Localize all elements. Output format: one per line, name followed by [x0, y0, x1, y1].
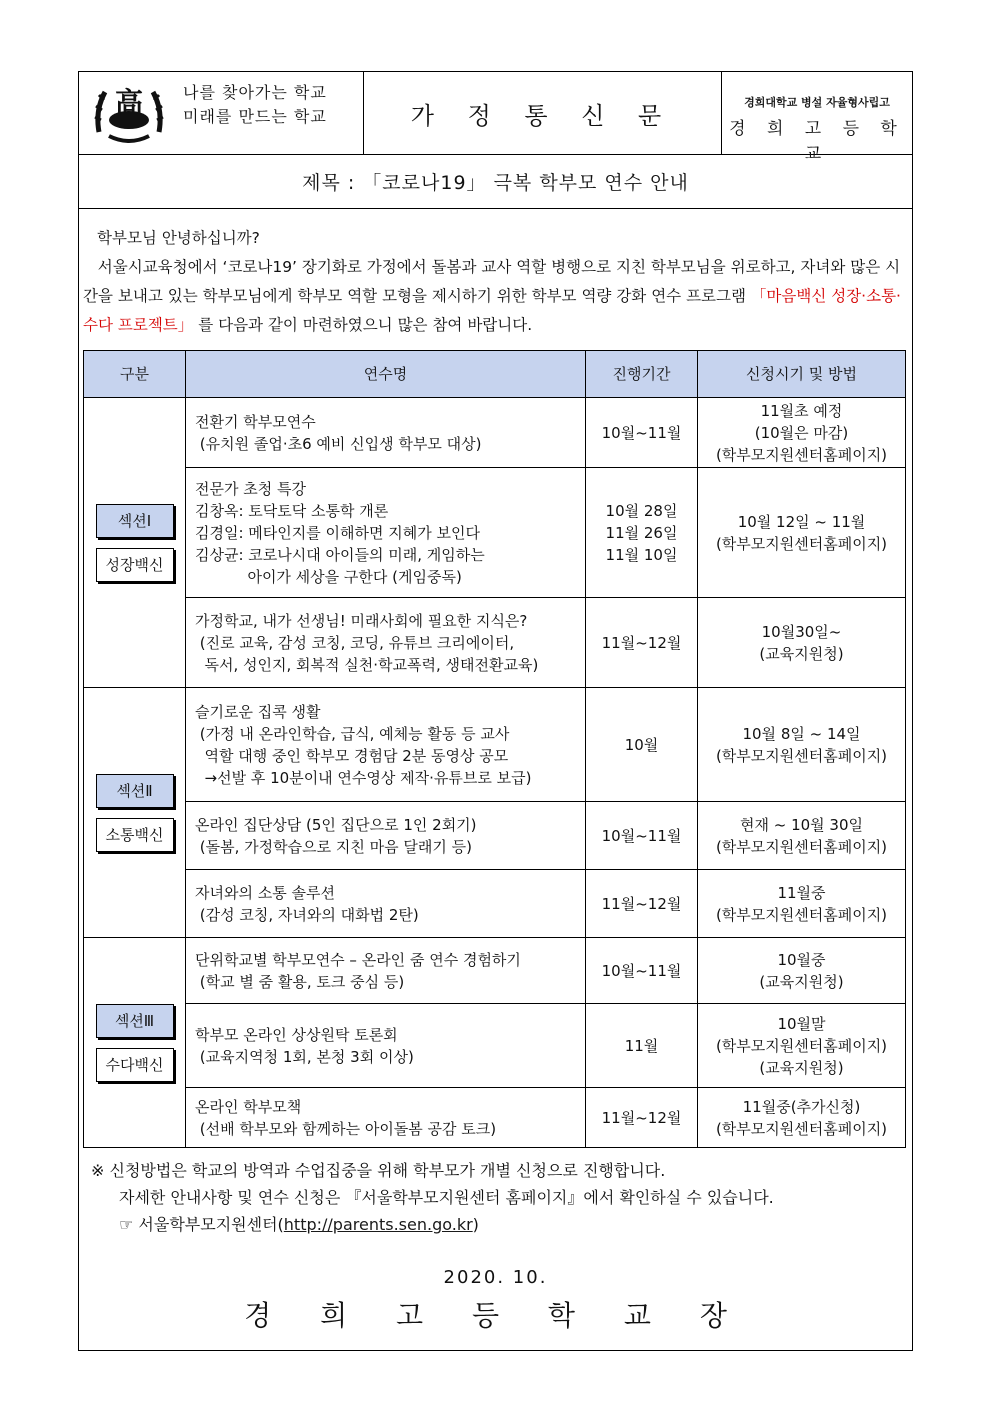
program-name-line: 독서, 성인지, 회복적 실천·학교폭력, 생태전환교육): [195, 655, 539, 674]
program-apply-line: 11월중(추가신청): [742, 1097, 861, 1116]
issue-date: 2020. 10.: [443, 1267, 548, 1288]
program-period: [586, 870, 698, 938]
motto-line-1: 나를 찾아가는 학교: [183, 83, 327, 102]
section-cell: [84, 688, 186, 938]
program-apply: [698, 598, 906, 688]
program-apply-line: 10월말: [777, 1014, 826, 1033]
program-apply: [698, 688, 906, 802]
program-name-line: (유치원 졸업·초6 예비 신입생 학부모 대상): [195, 434, 482, 453]
svg-text:高: 高: [114, 86, 144, 119]
program-apply-line: (학부모지원센터홈페이지): [715, 445, 888, 464]
program-name-line: (돌봄, 가정학습으로 지친 마음 달래기 등): [195, 837, 472, 856]
vaccine-label: 소통백신: [96, 818, 174, 852]
table-row: [84, 1004, 906, 1088]
parents-center-link[interactable]: http://parents.sen.go.kr: [283, 1215, 473, 1234]
program-apply-line: (학부모지원센터홈페이지): [715, 1119, 888, 1138]
program-name-line: 김창옥: 토닥토닥 소통학 개론: [195, 501, 389, 520]
program-name-line: 전문가 초청 특강: [195, 479, 306, 498]
program-name-line: 가정학교, 내가 선생님! 미래사회에 필요한 지식은?: [195, 611, 528, 630]
program-name-line: 온라인 집단상담 (5인 집단으로 1인 2회기): [195, 815, 477, 834]
table-row: [84, 938, 906, 1004]
program-apply: [698, 1088, 906, 1148]
section-cell: [84, 938, 186, 1148]
program-period: [586, 1088, 698, 1148]
program-name: [186, 1088, 586, 1148]
program-apply-line: 10월 12일 ~ 11월: [737, 512, 866, 531]
project-highlight: 「마음백신 성장·소통·수다 프로젝트」: [83, 287, 901, 334]
greeting: 학부모님 안녕하십니까?: [97, 229, 260, 247]
section-cell: [84, 398, 186, 688]
program-period: [586, 398, 698, 468]
program-apply-line: 10월중: [777, 950, 826, 969]
table-row: [84, 802, 906, 870]
motto-line-2: 미래를 만드는 학교: [183, 107, 327, 126]
program-apply-line: (교육지원청): [759, 1058, 844, 1077]
program-period: [586, 802, 698, 870]
vaccine-label: 수다백신: [96, 1048, 174, 1082]
program-apply-line: 11월초 예정: [760, 401, 843, 420]
program-apply: [698, 1004, 906, 1088]
program-name-line: 단위학교별 학부모연수 – 온라인 줌 연수 경험하기: [195, 950, 521, 969]
program-name-line: (교육지역청 1회, 본청 3회 이상): [195, 1047, 414, 1066]
program-apply: [698, 870, 906, 938]
letter-subject: 제목 : 「코로나19」 극복 학부모 연수 안내: [79, 154, 912, 209]
program-apply-line: 11월중: [777, 883, 826, 902]
program-table: [83, 350, 906, 1148]
program-apply-line: (학부모지원센터홈페이지): [715, 905, 888, 924]
table-row: [84, 688, 906, 802]
program-name-line: (가정 내 온라인학습, 급식, 예체능 활동 등 교사: [195, 724, 510, 743]
intro-body-start: 서울시교육청에서 ‘코로나19’ 장기화로 가정에서 돌봄과 교사 역할 병행으로 지친 학부모님을 위로하고, 자녀와 많은 시간을 보내고 있는 학부모님에게 학부모 역할 모형을 제시하기 위한 학부모 역량 강화 연수 프로그램: [83, 258, 901, 305]
principal-signature: 경 희 고 등 학 교 장: [244, 1299, 747, 1332]
program-apply-line: 10월30일~: [761, 622, 842, 641]
document-frame: [78, 71, 913, 1351]
program-apply-line: 10월 8일 ~ 14일: [742, 724, 861, 743]
program-name-line: 슬기로운 집콕 생활: [195, 702, 321, 721]
section-badge: 섹션Ⅰ: [96, 504, 174, 538]
table-row: [84, 1088, 906, 1148]
application-note: [91, 1157, 774, 1238]
note-line-2: 자세한 안내사항 및 연수 신청은 『서울학부모지원센터 홈페이지』에서 확인하실 수 있습니다.: [119, 1188, 774, 1207]
program-name: [186, 598, 586, 688]
table-header-row: [84, 351, 906, 398]
program-name-line: 김경일: 메타인지를 이해하면 지혜가 보인다: [195, 523, 480, 542]
program-apply: [698, 468, 906, 598]
program-period-line: 11월 10일: [605, 545, 678, 564]
table-row: [84, 870, 906, 938]
program-period-line: 10월~11월: [601, 961, 682, 980]
program-name-line: 학부모 온라인 상상원탁 토론회: [195, 1025, 398, 1044]
section-badge: 섹션Ⅱ: [96, 774, 174, 808]
school-name: 경 희 고 등 학 교: [729, 119, 905, 164]
intro-paragraph: [83, 224, 913, 340]
program-name: [186, 870, 586, 938]
program-name-line: 아이가 세상을 구한다 (게임중독): [195, 567, 462, 586]
letter-title: 가 정 통 신 문: [363, 72, 721, 154]
program-apply: [698, 802, 906, 870]
program-period-line: 11월~12월: [601, 894, 682, 913]
program-name-line: 전환기 학부모연수: [195, 412, 316, 431]
program-name-line: 김상균: 코로나시대 아이들의 미래, 게임하는: [195, 545, 485, 564]
program-apply: [698, 398, 906, 468]
header-program: 연수명: [186, 351, 586, 398]
program-period-line: 11월~12월: [601, 633, 682, 652]
note-line-3-suffix: ): [472, 1215, 479, 1234]
program-apply-line: (학부모지원센터홈페이지): [715, 837, 888, 856]
school-info: [721, 72, 912, 164]
vaccine-label: 성장백신: [96, 548, 174, 582]
intro-body-end: 를 다음과 같이 마련하였으니 많은 참여 바랍니다.: [193, 316, 533, 334]
program-name: [186, 688, 586, 802]
program-name-line: 역할 대행 중인 학부모 경험담 2분 동영상 공모: [195, 746, 509, 765]
program-apply-line: (학부모지원센터홈페이지): [715, 1036, 888, 1055]
school-emblem-icon: [91, 80, 167, 146]
program-name-line: 온라인 학부모책: [195, 1097, 302, 1116]
table-body: [84, 398, 906, 1148]
program-apply-line: (10월은 마감): [754, 423, 849, 442]
program-period: [586, 1004, 698, 1088]
program-name-line: 자녀와의 소통 솔루션: [195, 883, 335, 902]
program-name-line: (진로 교육, 감성 코칭, 코딩, 유튜브 크리에이터,: [195, 633, 515, 652]
header-period: 진행기간: [586, 351, 698, 398]
program-period: [586, 598, 698, 688]
table-row: [84, 398, 906, 468]
program-period-line: 10월~11월: [601, 826, 682, 845]
program-name: [186, 802, 586, 870]
table-row: [84, 468, 906, 598]
program-apply-line: (학부모지원센터홈페이지): [715, 746, 888, 765]
program-period: [586, 688, 698, 802]
program-period-line: 10월: [624, 735, 659, 754]
note-line-3: [91, 1211, 774, 1238]
note-line-1: ※ 신청방법은 학교의 방역과 수업집중을 위해 학부모가 개별 신청으로 진행합니다.: [91, 1161, 666, 1180]
program-name-line: →선발 후 10분이내 연수영상 제작·유튜브로 보급): [195, 768, 532, 787]
program-period: [586, 468, 698, 598]
program-period: [586, 938, 698, 1004]
program-name: [186, 938, 586, 1004]
program-name-line: (학교 별 줌 활용, 토크 중심 등): [195, 972, 405, 991]
program-name: [186, 468, 586, 598]
program-apply: [698, 938, 906, 1004]
program-period-line: 11월: [624, 1036, 659, 1055]
school-subtitle: 경희대학교 병설 자율형사립고: [744, 96, 890, 109]
program-name: [186, 398, 586, 468]
program-period-line: 11월 26일: [605, 523, 678, 542]
program-name-line: (감성 코칭, 자녀와의 대화법 2탄): [195, 905, 419, 924]
program-apply-line: (교육지원청): [759, 972, 844, 991]
program-apply-line: (교육지원청): [759, 644, 844, 663]
program-period-line: 10월 28일: [605, 501, 678, 520]
program-name-line: (선배 학부모와 함께하는 아이돌봄 공감 토크): [195, 1119, 497, 1138]
program-period-line: 10월~11월: [601, 423, 682, 442]
letter-header: [79, 72, 912, 164]
program-period-line: 11월~12월: [601, 1108, 682, 1127]
note-line-3-prefix: ☞ 서울학부모지원센터(: [119, 1215, 284, 1234]
program-name: [186, 1004, 586, 1088]
section-badge: 섹션Ⅲ: [96, 1004, 174, 1038]
header-category: 구분: [84, 351, 186, 398]
school-motto: [183, 81, 363, 145]
intro-body: [83, 253, 913, 340]
table-row: [84, 598, 906, 688]
header-apply: 신청시기 및 방법: [698, 351, 906, 398]
program-apply-line: (학부모지원센터홈페이지): [715, 534, 888, 553]
program-apply-line: 현재 ~ 10월 30일: [739, 815, 863, 834]
